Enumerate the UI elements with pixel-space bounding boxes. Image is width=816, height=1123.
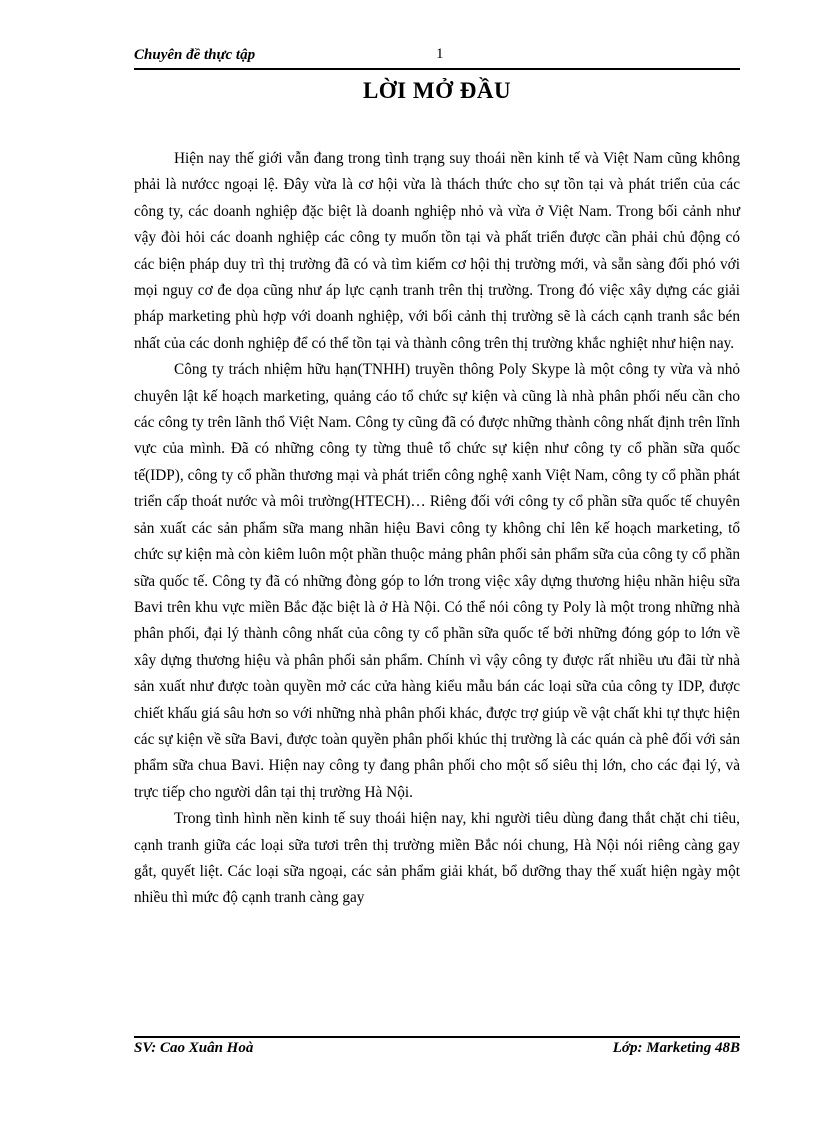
footer-divider [134, 1036, 740, 1038]
page-title: LỜI MỞ ĐẦU [362, 78, 512, 103]
footer-class-name: Lớp: Marketing 48B [612, 1040, 740, 1056]
document-body [134, 146, 740, 912]
paragraph-3: Trong tình hình nền kinh tế suy thoái hiện nay, khi người tiêu dùng đang thắt chặt chi tiêu, cạnh tranh giữa các loại sữa tươi trên thị trường miền Bắc nói chung, Hà Nội nói riêng càng gay gắt, quyết liệt. Các loại sữa ngoại, các sản phẩm giải khát, bổ dưỡng thay thế xuất hiện ngày một nhiều thì mức độ cạnh tranh càng gay [134, 810, 740, 907]
footer-student-name: SV: Cao Xuân Hoà [134, 1040, 254, 1056]
page-number: 1 [436, 46, 444, 62]
paragraph-1: Hiện nay thế giới vẫn đang trong tình trạng suy thoái nền kinh tế và Việt Nam cũng không phải là nướcc ngoại lệ. Đây vừa là cơ hội vừa là thách thức cho sự tồn tại và phát triển của các công ty, các doanh nghiệp đặc biệt là doanh nghiệp nhỏ và vừa ở Việt Nam. Trong bối cảnh như vậy đòi hỏi các doanh nghiệp các công ty muốn tồn tại và phất triển được cần phải chủ động có các biện pháp duy trì thị trường đã có và tìm kiếm cơ hội thị trường mới, và sẵn sàng đối phó với mọi nguy cơ đe dọa cũng như áp lực cạnh tranh trên thị trường. Trong đó việc xây dựng các giải pháp marketing phù hợp với doanh nghiệp, với bối cảnh thị trường sẽ là cách cạnh tranh sắc bén nhất của các donh nghiệp để có thể tồn tại và thành công trên thị trường khắc nghiệt như hiện nay. [134, 150, 740, 352]
header-document-type: Chuyên đề thực tập [134, 47, 256, 63]
header-divider [134, 68, 740, 70]
page-footer [134, 1040, 740, 1062]
paragraph-2: Công ty trách nhiệm hữu hạn(TNHH) truyền thông Poly Skype là một công ty vừa và nhỏ chuyên lật kế hoạch marketing, quảng cáo tổ chức sự kiện và cũng là nhà phân phối nếu cần cho các công ty trên lãnh thổ Việt Nam. Công ty cũng đã có được những thành công nhất định trên lĩnh vực của mình. Đã có những công ty từng thuê tổ chức sự kiện như công ty cổ phần sữa quốc tế(IDP), công ty cổ phần thương mại và phát triển công nghệ xanh Việt Nam, công ty cổ phần phát triển cấp thoát nước và môi trường(HTECH)… Riêng đối với công ty cổ phần sữa quốc tế chuyên sản xuất các sản phẩm sữa mang nhãn hiệu Bavi công ty không chỉ lên kế hoạch marketing, tổ chức sự kiện mà còn kiêm luôn một phần thuộc mảng phân phối sản phẩm sữa của công ty cổ phần sữa quốc tế. Công ty đã có những đòng góp to lớn trong việc xây dựng thương hiệu nhãn hiệu sữa Bavi trên khu vực miền Bắc đặc biệt là ở Hà Nội. Có thể nói công ty Poly là một trong những nhà phân phối, đại lý thành công nhất của công ty cổ phần sữa quốc tế bởi những đóng góp to lớn về xây dựng thương hiệu và phân phối sản phẩm. Chính vì vậy công ty được rất nhiều ưu đãi từ nhà sản xuất như được toàn quyền mở các cửa hàng kiểu mẫu bán các loại sữa của công ty IDP, được chiết khấu giá sâu hơn so với những nhà phân phối khác, được trợ giúp về vật chất khi tự thực hiện các sự kiện về sữa Bavi, được toàn quyền phân phối khúc thị trường là các quán cà phê đối với sản phẩm sữa chua Bavi. Hiện nay công ty đang phân phối cho một số siêu thị lớn, cho các đại lý, và trực tiếp cho người dân tại thị trường Hà Nội. [134, 361, 741, 801]
page-header [134, 46, 740, 68]
